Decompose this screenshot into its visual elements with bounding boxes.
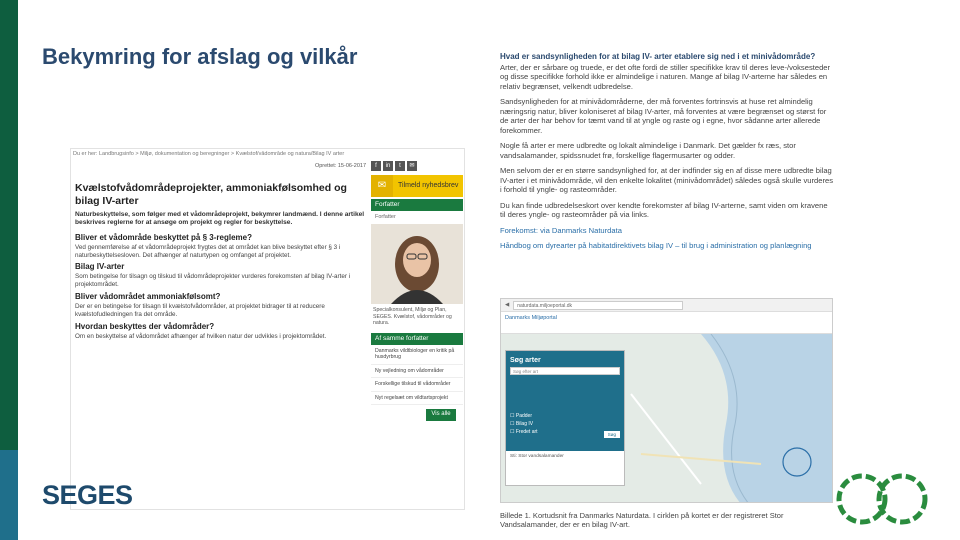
list-item[interactable]: Ny vejledning om vådområder	[371, 365, 463, 379]
list-item[interactable]: Forskellige tilskud til vådområder	[371, 378, 463, 392]
article-main	[75, 182, 365, 344]
browser-bar	[501, 299, 832, 312]
map-canvas[interactable]	[501, 334, 833, 503]
author-heading: Forfatter	[371, 199, 463, 211]
landbrug-foedevarer-logo-icon	[836, 468, 928, 530]
filter-label: Bilag IV	[515, 421, 534, 427]
slide-title: Bekymring for afslag og vilkår	[42, 44, 358, 69]
search-result[interactable]: Sti: Stor vandsalamander	[510, 454, 564, 459]
list-item[interactable]: Nyt regelsæt om vildtartsprojekt	[371, 392, 463, 406]
search-panel	[505, 350, 625, 486]
figure-caption: Billede 1. Kortudsnit fra Danmarks Naturdata. I cirklen på kortet er der registreret Stor Vandsalamander, der er en bilag IV-art.	[500, 511, 784, 529]
species-search-input[interactable]: Søg efter art	[510, 367, 620, 375]
right-column	[500, 52, 835, 257]
url-field[interactable]: naturdata.miljoeportal.dk	[513, 301, 683, 310]
article-date: Oprettet: 15-06-2017	[314, 163, 366, 169]
panel-title: Søg arter	[510, 357, 541, 364]
list-item[interactable]: Danmarks vildtbiologer en kritik på husdyrbrug	[371, 345, 463, 365]
filter-label: Fredet art	[515, 429, 538, 435]
author-photo	[371, 224, 463, 304]
filter-option[interactable]: ☐ Bilag IV	[510, 421, 534, 427]
social-links	[371, 161, 417, 171]
article-screenshot	[70, 148, 465, 510]
paragraph: Arter, der er sårbare og truede, er det ofte fordi de stiller specifikke krav til deres leve-/voksesteder og disse specifikke forhold ikke er almindelige i naturen. Mange af bilag IV-arterne har således en relativ begrænset, velkendt udbredelse.	[500, 63, 831, 91]
section-text: Som betingelse for tilsagn og tilskud til vådområdeprojekter vurderes forekomsten af bilag IV-arter i projektområdet.	[75, 273, 351, 289]
subscribe-button[interactable]	[371, 175, 463, 197]
section-text: Om en beskyttelse af vådområdet afhænger af hvilken natur der udvikles i projektområdet.	[75, 332, 327, 340]
paragraph: Sandsynligheden for at minivådområderne, der må forventes fortrinsvis at huse ret almindelig næringsrig natur, bliver koloniseret af bilag IV-arter, må forventes at være begrænset og størst for de arter der har behov for tæmt vand til at yngle og raste og i egne, hvor sådanne arter allerede forekommer.	[500, 97, 827, 135]
section-heading: Hvordan beskyttes der vådområder?	[75, 321, 215, 331]
handbook-link[interactable]: Håndbog om dyrearter på habitatdirektivets bilag IV – til brug i administration og planlægning	[500, 241, 812, 251]
author-label: Forfatter	[375, 214, 396, 221]
search-panel-header	[506, 351, 624, 409]
filter-options	[506, 409, 624, 451]
naturdata-link[interactable]: Forekomst: via Danmarks Naturdata	[500, 225, 622, 235]
author-portrait-icon	[371, 224, 463, 304]
section-heading: Bliver et vådområde beskyttet på § 3-regleme?	[75, 232, 252, 242]
more-heading: Af samme forfatter	[371, 333, 463, 345]
paragraph: Men selvom der er en større sandsynlighed for, at der indfinder sig en af disse mere udbredte bilag IV-arter i et minivådområde, vil den enkelte lokalitet (minivådområdet) således også skulle vurderes i forhold til yngle- og rasteområder.	[500, 166, 834, 195]
article-headline: Kvælstofvådområdeprojekter, ammoniakfølsomhed og bilag IV-arter	[75, 182, 347, 207]
back-icon[interactable]: ◀	[505, 302, 510, 308]
breadcrumb: Du er her: Landbrugsinfo > Miljø, dokumentation og beregninger > Kvælstof/vådområde og natura/Bilag IV arter	[73, 151, 345, 157]
filter-option[interactable]: ☐ Fredet art Søg	[510, 429, 620, 435]
article-lead: Naturbeskyttelse, som følger med et vådområdeprojekt, bekymrer landmænd. I denne artikel beskrives reglerne for at ansøge om projekt og regler for beskyttelse.	[75, 211, 365, 227]
section-text: Der er en betingelse for tilsagn til kvælstofvådområder, at projektet bidrager til at reducere kvælstofudledningen fra det område.	[75, 303, 325, 318]
left-accent-bar-lower	[0, 450, 18, 540]
seges-logo: SEGES	[42, 480, 133, 510]
search-button[interactable]: Søg	[604, 431, 620, 438]
map-screenshot	[500, 298, 833, 503]
subscribe-label: Tilmeld nyhedsbrev	[398, 181, 459, 189]
envelope-icon: ✉	[371, 175, 393, 197]
linkedin-icon[interactable]: in	[383, 161, 393, 171]
paragraph: Nogle få arter er mere udbredte og lokalt almindelige i Danmark. Det gælder fx ræs, stor vandsalamander, spidssnudet frø, forskellige flagermusarter og odder.	[500, 141, 796, 160]
show-all-button[interactable]: Vis alle	[426, 409, 456, 421]
section-text: Ved gennemførelse af et vådområdeprojekt frygtes det at området kan blive beskyttet efter § 3 i naturbeskyttelsesloven. Det afhænger af naturtypen og omfanget af projektet.	[75, 243, 341, 259]
question-heading: Hvad er sandsynligheden for at bilag IV- arter etablere sig ned i et minivådområde?	[500, 52, 816, 61]
filter-label: Padder	[515, 413, 532, 419]
mail-icon[interactable]: ✉	[407, 161, 417, 171]
twitter-icon[interactable]: t	[395, 161, 405, 171]
map-site-header: Danmarks Miljøportal	[501, 312, 832, 334]
section-heading: Bliver vådområdet ammoniakfølsomt?	[75, 292, 221, 302]
article-sidebar	[371, 175, 463, 421]
paragraph: Du kan finde udbredelseskort over kendte forekomster af bilag IV-arterne, samt viden om kravene til deres yngle- og rasteområder på via links.	[500, 200, 828, 220]
section-heading: Bilag IV-arter	[75, 262, 125, 272]
author-info: Specialkonsulent, Miljø og Plan, SEGES. Kvælstof, vådområder og natura.	[373, 307, 452, 326]
facebook-icon[interactable]: f	[371, 161, 381, 171]
filter-option[interactable]: ☐ Padder	[510, 413, 532, 419]
